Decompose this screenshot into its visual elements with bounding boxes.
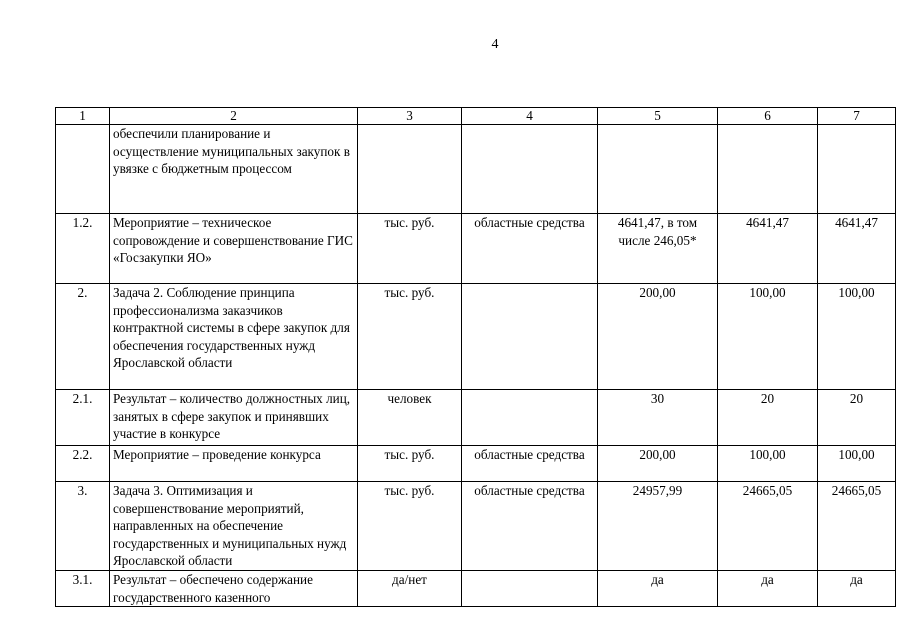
- row-value-5: 30: [598, 390, 718, 446]
- row-value-5: [598, 125, 718, 214]
- table-row: [56, 482, 896, 571]
- row-unit: [358, 125, 462, 214]
- header-cell: 6: [718, 108, 818, 125]
- row-name: Задача 2. Соблюдение принципа профессионализма заказчиков контрактной системы в сфере закупок для обеспечения государственных нужд Ярославской области: [110, 284, 358, 390]
- row-value-6: 4641,47: [718, 214, 818, 284]
- header-cell: 1: [56, 108, 110, 125]
- row-name: Результат – количество должностных лиц, занятых в сфере закупок и принявших участие в конкурсе: [110, 390, 358, 446]
- row-value-5: 200,00: [598, 284, 718, 390]
- row-name: обеспечили планирование и осуществление муниципальных закупок в увязке с бюджетным процессом: [110, 125, 358, 214]
- row-number: 2.2.: [56, 446, 110, 482]
- row-value-7: 20: [818, 390, 896, 446]
- header-cell: 3: [358, 108, 462, 125]
- row-value-7: 24665,05: [818, 482, 896, 571]
- row-unit: тыс. руб.: [358, 284, 462, 390]
- row-unit: да/нет: [358, 570, 462, 606]
- row-unit: тыс. руб.: [358, 446, 462, 482]
- header-cell: 7: [818, 108, 896, 125]
- row-value-5: 24957,99: [598, 482, 718, 571]
- row-name: Мероприятие – техническое сопровождение и совершенствование ГИС «Госзакупки ЯО»: [110, 214, 358, 284]
- row-number: 3.1.: [56, 570, 110, 606]
- row-value-5: 4641,47, в том числе 246,05*: [598, 214, 718, 284]
- row-source: [462, 125, 598, 214]
- row-value-5: да: [598, 570, 718, 606]
- table-row: [56, 125, 896, 214]
- row-name: Мероприятие – проведение конкурса: [110, 446, 358, 482]
- row-name: Задача 3. Оптимизация и совершенствование мероприятий, направленных на обеспечение государственных и муниципальных нужд Ярославской области: [110, 482, 358, 571]
- row-source: областные средства: [462, 446, 598, 482]
- row-value-6: 100,00: [718, 284, 818, 390]
- row-source: [462, 284, 598, 390]
- row-source: [462, 570, 598, 606]
- row-value-5: 200,00: [598, 446, 718, 482]
- row-value-7: 4641,47: [818, 214, 896, 284]
- row-name: Результат – обеспечено содержание государственного казенного: [110, 570, 358, 606]
- row-source: [462, 390, 598, 446]
- page-number: 4: [491, 37, 499, 52]
- row-value-6: 100,00: [718, 446, 818, 482]
- row-number: 2.: [56, 284, 110, 390]
- header-cell: 5: [598, 108, 718, 125]
- table-row: [56, 446, 896, 482]
- table-header-row: [56, 108, 896, 125]
- row-number: [56, 125, 110, 214]
- row-value-7: 100,00: [818, 446, 896, 482]
- row-number: 2.1.: [56, 390, 110, 446]
- data-table: [55, 107, 896, 607]
- row-number: 1.2.: [56, 214, 110, 284]
- table-row: [56, 284, 896, 390]
- row-value-6: да: [718, 570, 818, 606]
- row-unit: тыс. руб.: [358, 482, 462, 571]
- table-row: [56, 390, 896, 446]
- table-row: [56, 570, 896, 606]
- row-source: областные средства: [462, 214, 598, 284]
- row-value-6: 24665,05: [718, 482, 818, 571]
- row-value-6: 20: [718, 390, 818, 446]
- row-value-7: 100,00: [818, 284, 896, 390]
- row-source: областные средства: [462, 482, 598, 571]
- header-cell: 4: [462, 108, 598, 125]
- header-cell: 2: [110, 108, 358, 125]
- row-number: 3.: [56, 482, 110, 571]
- row-unit: человек: [358, 390, 462, 446]
- row-value-6: [718, 125, 818, 214]
- table-row: [56, 214, 896, 284]
- row-unit: тыс. руб.: [358, 214, 462, 284]
- row-value-7: [818, 125, 896, 214]
- row-value-7: да: [818, 570, 896, 606]
